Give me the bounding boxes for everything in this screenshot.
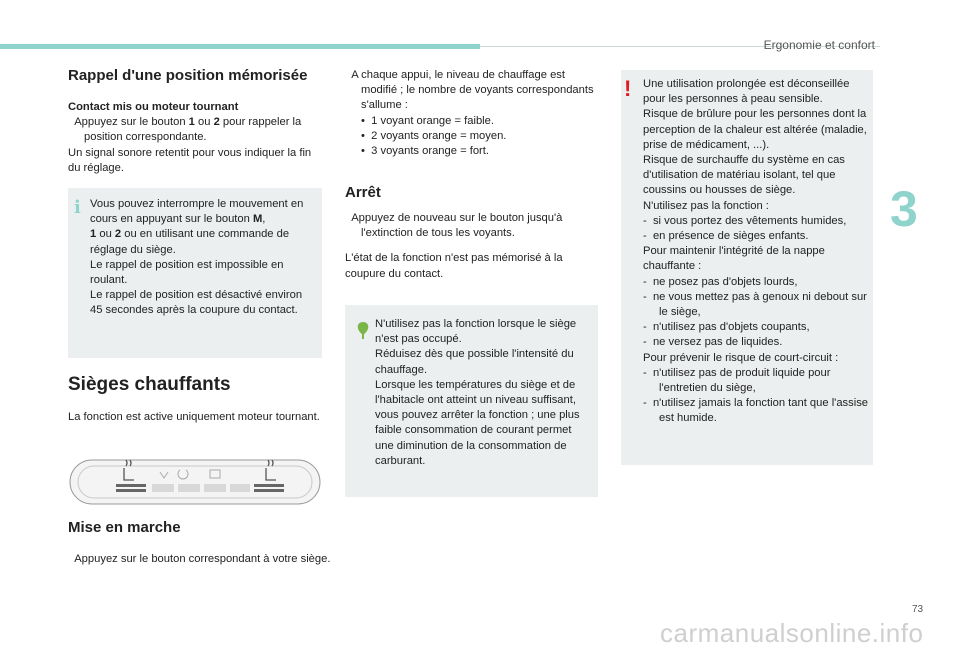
info-line-2: 1 ou 2 ou en utilisant une commande de réglage du siège. [90, 228, 290, 256]
press-levels-block [345, 68, 598, 159]
chapter-title: Ergonomie et confort [763, 38, 875, 52]
press-text: A chaque appui, le niveau de chauffage est modifié ; le nombre de voyants correspondants s'allume : [351, 69, 594, 112]
warning-box-text [643, 77, 871, 427]
eco-leaf-icon [354, 320, 372, 340]
list-item: - ne versez pas de liquides. [643, 336, 783, 349]
list-item: - n'utilisez pas de produit liquide pour l'entretien du siège, [643, 366, 831, 395]
list-item: - ne vous mettez pas à genoux ni debout sur le siège, [643, 290, 867, 319]
info-line-1: Vous pouvez interrompre le mouvement en cours en appuyant sur le bouton M, [90, 198, 304, 226]
warning-integrity: Pour maintenir l'intégrité de la nappe chauffante : [643, 245, 825, 273]
signal-text: Un signal sonore retentit pour vous indiquer la fin du réglage. [68, 146, 312, 174]
info-line-4: Le rappel de position est désactivé environ 45 secondes après la coupure du contact. [90, 289, 303, 317]
sieges-text: La fonction est active uniquement moteur tournant. [68, 411, 320, 423]
warning-burn: Risque de brûlure pour les personnes dont la perception de la chaleur est altérée (maladie, prise de médicament, ...). [643, 108, 867, 151]
section-title-rappel: Rappel d'une position mémorisée [68, 67, 308, 84]
eco-line-3: Lorsque les températures du siège et de l'habitacle ont atteint un niveau suffisant, vous pouvez arrêter la fonction ; une plus faible consommation de courant permet une diminution de la consommation de carburant. [375, 378, 580, 467]
rappel-body [68, 100, 322, 176]
info-box-text [90, 197, 316, 319]
warning-short-circuit: Pour prévenir le risque de court-circuit : [643, 351, 839, 364]
page-number: 73 [912, 604, 924, 615]
list-item: - en présence de sièges enfants. [643, 230, 809, 243]
header-accent-bar [0, 44, 480, 49]
section-title-marche: Mise en marche [68, 519, 181, 536]
chapter-number: 3 [890, 181, 918, 237]
marche-step: Appuyez sur le bouton correspondant à votre siège. [74, 553, 331, 565]
arret-step: Appuyez de nouveau sur le bouton jusqu'à l'extinction de tous les voyants. [351, 212, 563, 240]
eco-line-2: Réduisez dès que possible l'intensité du chauffage. [375, 348, 574, 376]
warning-overheat: Risque de surchauffe du système en cas d'utilisation de matériau isolant, tel que coussins ou housses de siège. [643, 154, 845, 197]
eco-box-text [375, 317, 593, 469]
list-item: - n'utilisez jamais la fonction tant que l'assise est humide. [643, 397, 869, 425]
rappel-step: Appuyez sur le bouton 1 ou 2 pour rappeler la position correspondante. [74, 116, 302, 144]
section-title-sieges: Sièges chauffants [68, 374, 231, 395]
arret-block [345, 211, 598, 282]
warning-icon: ! [624, 76, 632, 101]
list-item: - ne posez pas d'objets lourds, [643, 275, 798, 288]
eco-line-1: N'utilisez pas la fonction lorsque le siège n'est pas occupé. [375, 318, 577, 346]
list-item: - si vous portez des vêtements humides, [643, 214, 847, 227]
section-title-arret: Arrêt [345, 184, 381, 201]
level-item: • 3 voyants orange = fort. [361, 145, 489, 158]
level-item: • 2 voyants orange = moyen. [361, 129, 507, 142]
list-item: - n'utilisez pas d'objets coupants, [643, 321, 810, 334]
info-icon: i [74, 197, 81, 218]
level-item: • 1 voyant orange = faible. [361, 114, 494, 127]
watermark: carmanualsonline.info [660, 618, 924, 648]
warning-no-use: N'utilisez pas la fonction : [643, 199, 769, 212]
level-list [345, 114, 598, 160]
arret-note: L'état de la fonction n'est pas mémorisé à la coupure du contact. [345, 252, 563, 280]
info-line-3: Le rappel de position est impossible en roulant. [90, 258, 284, 287]
heated-seat-panel-illustration [68, 456, 322, 512]
warning-intro: Une utilisation prolongée est déconseillée pour les personnes à peau sensible. [643, 78, 850, 106]
contact-heading: Contact mis ou moteur tournant [68, 101, 239, 113]
